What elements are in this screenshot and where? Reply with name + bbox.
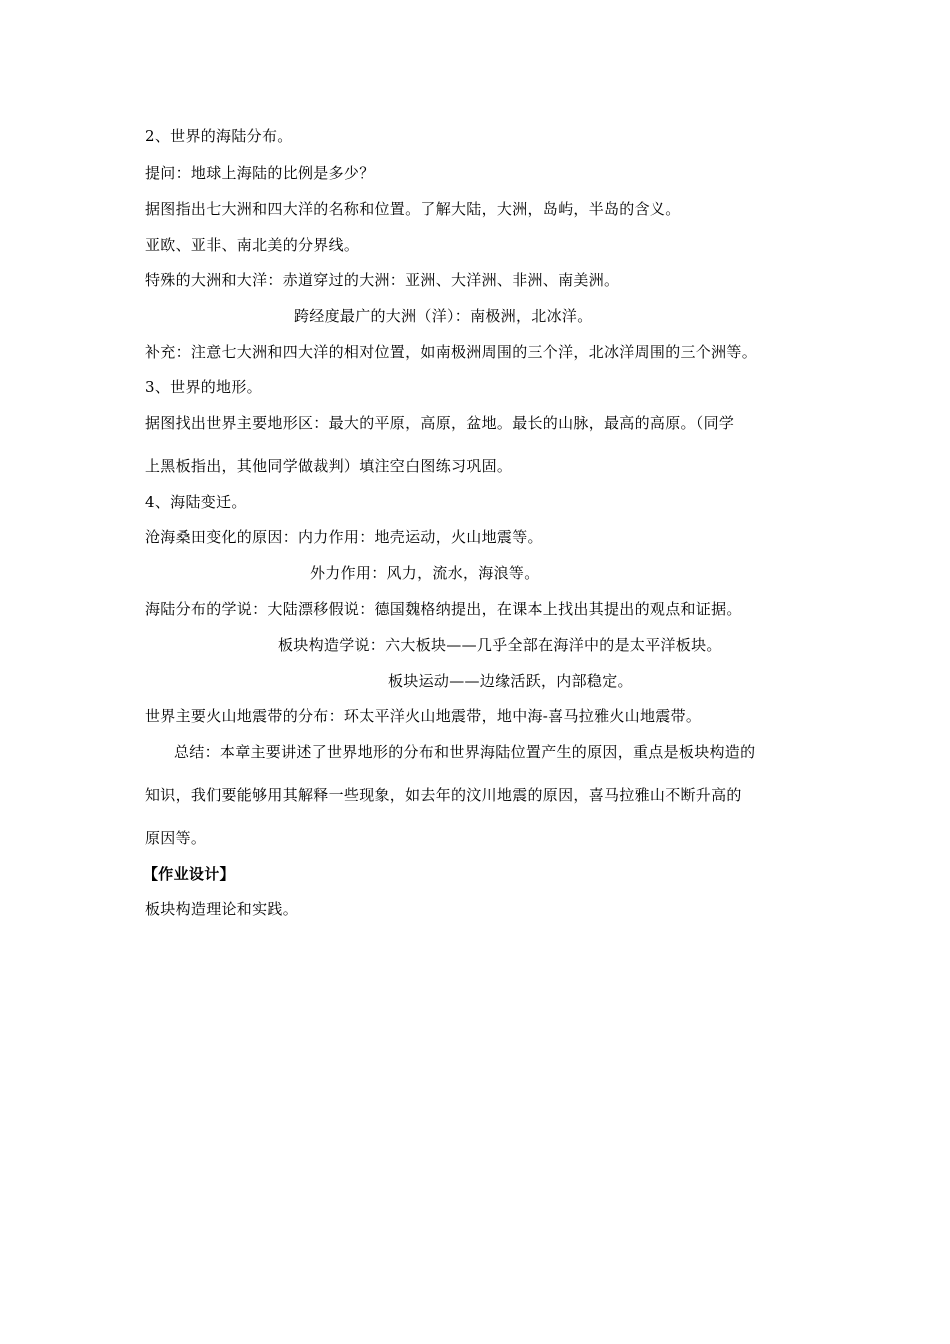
external-forces-line: 外力作用：风力，流水，海浪等。 <box>310 564 540 582</box>
volcano-earthquake-belts-line: 世界主要火山地震带的分布：环太平洋火山地震带，地中海-喜马拉雅火山地震带。 <box>145 707 702 725</box>
summary-line: 总结：本章主要讲述了世界地形的分布和世界海陆位置产生的原因，重点是板块构造的 <box>174 743 756 761</box>
section-4-heading: 4、海陆变迁。 <box>145 493 247 511</box>
landforms-line: 据图找出世界主要地形区：最大的平原，高原，盆地。最长的山脉，最高的高原。（同学 <box>145 414 735 432</box>
landforms-line-continued: 上黑板指出，其他同学做裁判）填注空白图练习巩固。 <box>145 457 513 475</box>
homework-heading: 【作业设计】 <box>143 865 235 883</box>
continents-oceans-line: 据图指出七大洲和四大洋的名称和位置。了解大陆，大洲，岛屿，半岛的含义。 <box>145 200 681 218</box>
boundary-line: 亚欧、亚非、南北美的分界线。 <box>145 236 360 254</box>
longitude-span-line: 跨经度最广的大洲（洋）：南极洲，北冰洋。 <box>294 307 593 325</box>
supplement-line: 补充：注意七大洲和四大洋的相对位置，如南极洲周围的三个洋，北冰洋周围的三个洲等。 <box>145 343 758 361</box>
homework-line: 板块构造理论和实践。 <box>145 900 299 918</box>
plate-tectonics-line: 板块构造学说：六大板块——几乎全部在海洋中的是太平洋板块。 <box>278 636 722 654</box>
section-2-heading: 2、世界的海陆分布。 <box>145 127 293 145</box>
summary-line-continued-1: 知识，我们要能够用其解释一些现象，如去年的汶川地震的原因，喜马拉雅山不断升高的 <box>145 786 742 804</box>
summary-line-continued-2: 原因等。 <box>145 829 207 847</box>
internal-forces-line: 沧海桑田变化的原因：内力作用：地壳运动，火山地震等。 <box>145 528 543 546</box>
special-continents-line: 特殊的大洲和大洋：赤道穿过的大洲：亚洲、大洋洲、非洲、南美洲。 <box>145 271 620 289</box>
section-3-heading: 3、世界的地形。 <box>145 378 262 396</box>
question-line: 提问：地球上海陆的比例是多少？ <box>145 164 375 182</box>
continental-drift-line: 海陆分布的学说：大陆漂移假说：德国魏格纳提出，在课本上找出其提出的观点和证据。 <box>145 600 742 618</box>
plate-movement-line: 板块运动——边缘活跃，内部稳定。 <box>388 672 633 690</box>
